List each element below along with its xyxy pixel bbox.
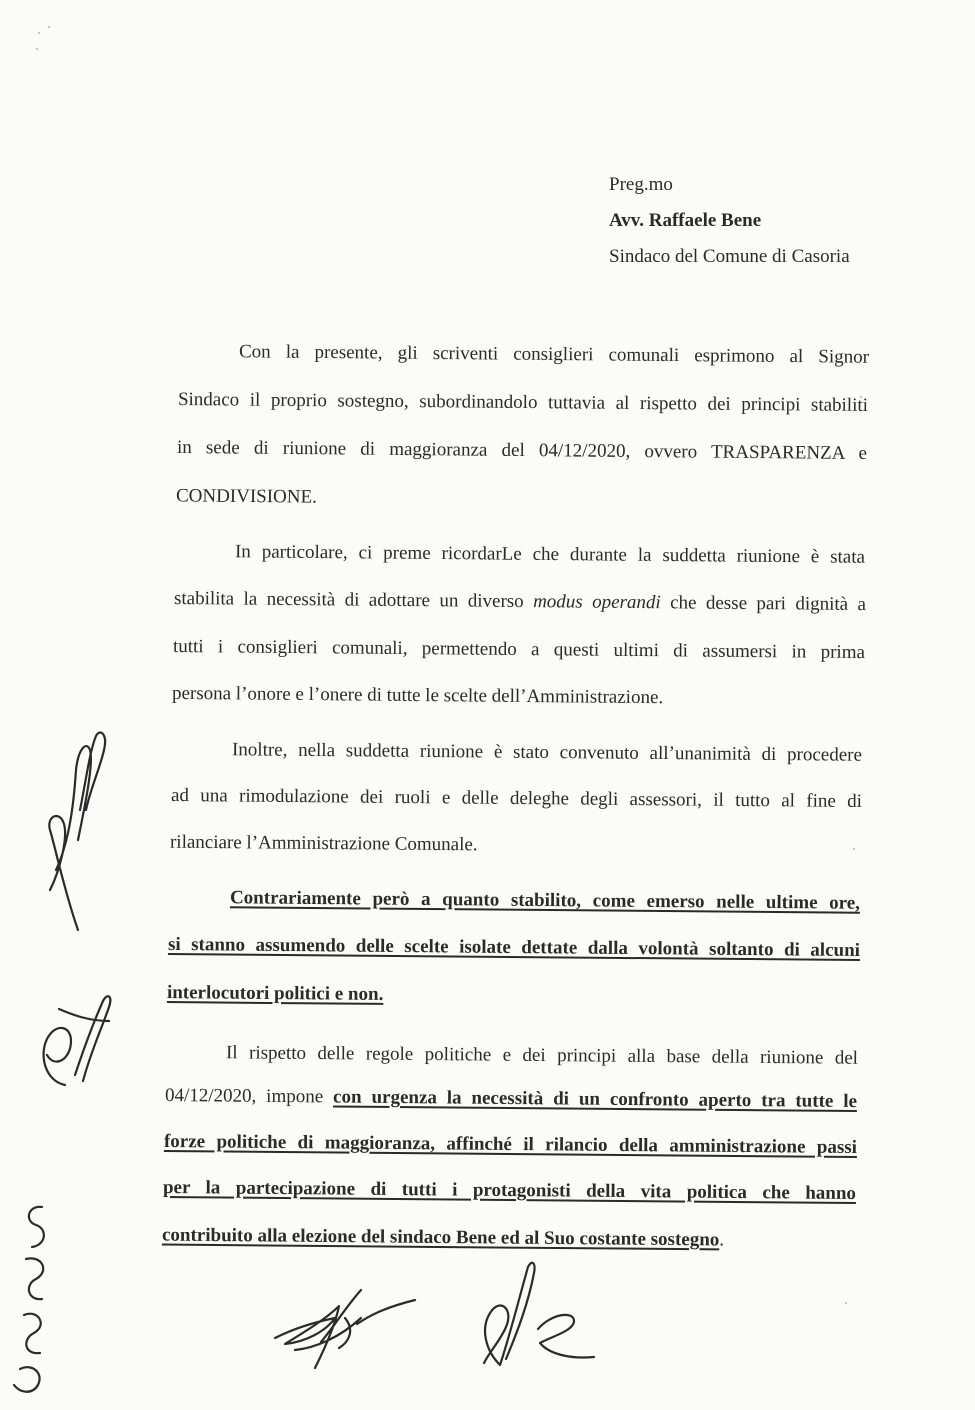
paragraph-line xyxy=(162,1226,724,1250)
text-run: . xyxy=(719,1229,725,1251)
paragraph-line: interlocutori politici e non. xyxy=(166,982,384,1005)
recipient-name: Avv. Raffaele Bene xyxy=(609,210,762,231)
paragraph-line: tutti i consiglieri comunali, permettendo a questi ultimi di assumersi in prima xyxy=(172,635,866,664)
text-run: stabilita la necessità di adottare un diverso xyxy=(173,587,534,613)
paragraph-line xyxy=(174,589,866,614)
recipient-role: Sindaco del Comune di Casoria xyxy=(609,246,850,267)
scan-speck xyxy=(48,26,50,28)
paragraph-line xyxy=(165,1086,857,1111)
paragraph-line: ad una rimodulazione dei ruoli e delle deleghe degli assessori, il tutto al fine di xyxy=(170,784,863,813)
scan-speck xyxy=(36,48,38,50)
scan-speck xyxy=(845,1302,847,1304)
paragraph-line: CONDIVISIONE. xyxy=(175,485,317,508)
paragraph-line: in sede di riunione di maggioranza del 04/12/2020, ovvero TRASPARENZA e xyxy=(176,436,868,465)
paragraph-line: Sindaco il proprio sostegno, subordinandolo tuttavia al rispetto dei principi stabiliti xyxy=(177,388,869,417)
scan-speck xyxy=(38,32,40,34)
bottom-signature-1 xyxy=(265,1278,425,1378)
underlined-run: con urgenza la necessità di un confronto aperto tra tutte le xyxy=(333,1086,858,1113)
margin-signature-3 xyxy=(2,1195,72,1400)
paragraph-line: rilanciare l’Amministrazione Comunale. xyxy=(169,831,478,856)
paragraph-line: In particolare, ci preme ricordarLe che durante la suddetta riunione è stata xyxy=(234,541,866,568)
paragraph-line: forze politiche di maggioranza, affinché il rilancio della amministrazione passi xyxy=(163,1130,858,1159)
paragraph-line: Il rispetto delle regole politiche e dei principi alla base della riunione del xyxy=(225,1042,859,1069)
paragraph-line: per la partecipazione di tutti i protagonisti della vita politica che hanno xyxy=(162,1176,857,1205)
margin-signature-2 xyxy=(25,985,125,1095)
margin-signature-1 xyxy=(20,720,110,940)
paragraph-line: Inoltre, nella suddetta riunione è stato convenuto all’unanimità di procedere xyxy=(231,739,863,766)
paragraph-line: si stanno assumendo delle scelte isolate dettate dalla volontà soltanto di alcuni xyxy=(167,933,861,962)
paragraph-line: Con la presente, gli scriventi consiglieri comunali esprimono al Signor xyxy=(238,341,870,368)
recipient-salutation: Preg.mo xyxy=(609,174,673,195)
bottom-signature-2 xyxy=(470,1255,600,1375)
underlined-run: contribuito alla elezione del sindaco Bene ed al Suo costante sostegno xyxy=(161,1224,720,1251)
text-run: 04/12/2020, impone xyxy=(164,1084,334,1108)
text-run: che desse pari dignità a xyxy=(660,592,867,616)
paragraph-line: Contrariamente però a quanto stabilito, come emerso nelle ultime ore, xyxy=(229,887,861,914)
scan-speck xyxy=(853,848,855,850)
italic-term: modus operandi xyxy=(533,591,661,614)
paragraph-line: persona l’onore e l’onere di tutte le scelte dell’Amministrazione. xyxy=(171,682,664,709)
